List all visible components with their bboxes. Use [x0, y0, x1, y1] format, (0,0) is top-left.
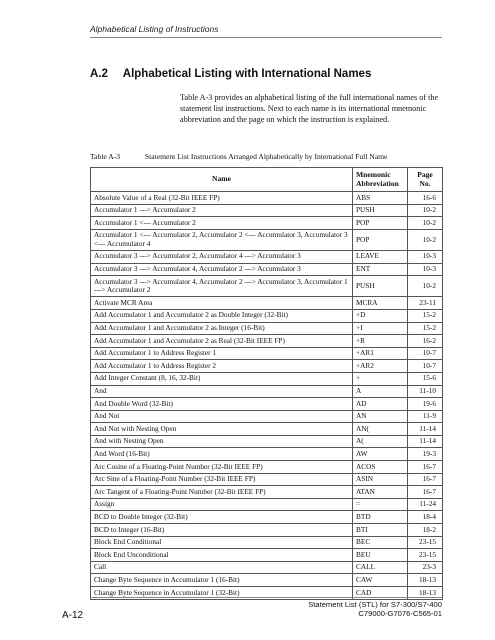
table-row — [91, 372, 443, 385]
table-row — [91, 263, 443, 276]
cell-name: Add Accumulator 1 to Address Register 2 — [91, 360, 353, 373]
cell-page: 10-2 — [408, 229, 443, 250]
cell-mnemonic: +D — [353, 309, 408, 322]
table-row — [91, 448, 443, 461]
cell-page: 16-7 — [408, 473, 443, 486]
cell-page: 19-6 — [408, 398, 443, 411]
table-row — [91, 574, 443, 587]
cell-page: 23-11 — [408, 297, 443, 310]
cell-mnemonic: PUSH — [353, 276, 408, 297]
table-row — [91, 486, 443, 499]
footer-document-info — [308, 600, 442, 619]
table-row — [91, 309, 443, 322]
cell-name: Block End Conditional — [91, 536, 353, 549]
cell-mnemonic: CAW — [353, 574, 408, 587]
cell-name: Add Accumulator 1 to Address Register 1 — [91, 347, 353, 360]
cell-name: Call — [91, 561, 353, 574]
column-header-page: Page No. — [408, 168, 443, 192]
cell-name: And Not — [91, 410, 353, 423]
cell-page: 18-13 — [408, 574, 443, 587]
cell-name: Accumulator 3 ---> Accumulator 2, Accumulator 4 ---> Accumulator 3 — [91, 250, 353, 263]
cell-page: 23-15 — [408, 549, 443, 562]
cell-mnemonic: BEC — [353, 536, 408, 549]
table-row — [91, 204, 443, 217]
cell-name: Accumulator 3 ---> Accumulator 4, Accumulator 2 ---> Accumulator 3, Accumulator 1 ---> Accumulator 2 — [91, 276, 353, 297]
cell-name: And with Nesting Open — [91, 435, 353, 448]
cell-mnemonic: CALL — [353, 561, 408, 574]
cell-mnemonic: MCRA — [353, 297, 408, 310]
table-header-row — [91, 168, 443, 192]
cell-mnemonic: +I — [353, 322, 408, 335]
cell-mnemonic: BEU — [353, 549, 408, 562]
table-row — [91, 398, 443, 411]
cell-page: 10-7 — [408, 347, 443, 360]
cell-page: 10-2 — [408, 276, 443, 297]
table-caption-text: Statement List Instructions Arranged Alphabetically by International Full Name — [144, 152, 388, 161]
column-header-name: Name — [91, 168, 353, 192]
table-row — [91, 335, 443, 348]
cell-mnemonic: PUSH — [353, 204, 408, 217]
cell-page: 16-2 — [408, 335, 443, 348]
cell-name: And — [91, 385, 353, 398]
cell-name: Accumulator 1 <--- Accumulator 2 — [91, 217, 353, 230]
table-caption-id: Table A-3 — [90, 152, 121, 161]
table-row — [91, 322, 443, 335]
table-caption — [90, 152, 387, 161]
running-header: Alphabetical Listing of Instructions — [90, 24, 219, 34]
cell-mnemonic: +R — [353, 335, 408, 348]
table-row — [91, 217, 443, 230]
cell-mnemonic: LEAVE — [353, 250, 408, 263]
intro-paragraph: Table A-3 provides an alphabetical listing of the full international names of the statement list instructions. Next to each name is its international mnemonic abbreviation and the page on which the instruction is explained. — [180, 93, 439, 125]
footer-divider — [90, 597, 442, 598]
cell-page: 11-9 — [408, 410, 443, 423]
cell-name: Block End Unconditional — [91, 549, 353, 562]
cell-name: BCD to Double Integer (32-Bit) — [91, 511, 353, 524]
cell-name: Accumulator 1 ---> Accumulator 2 — [91, 204, 353, 217]
cell-page: 16-6 — [408, 192, 443, 205]
table-row — [91, 524, 443, 537]
cell-name: Accumulator 1 <--- Accumulator 2, Accumulator 2 <--- Accumulator 3, Accumulator 3 <--- Accumulator 4 — [91, 229, 353, 250]
cell-name: Add Accumulator 1 and Accumulator 2 as Real (32-Bit IEEE FP) — [91, 335, 353, 348]
table-row — [91, 498, 443, 511]
cell-name: Change Byte Sequence in Accumulator 1 (32-Bit) — [91, 587, 353, 600]
cell-name: Change Byte Sequence in Accumulator 1 (16-Bit) — [91, 574, 353, 587]
cell-mnemonic: AD — [353, 398, 408, 411]
cell-page: 18-2 — [408, 524, 443, 537]
cell-page: 23-15 — [408, 536, 443, 549]
cell-name: And Word (16-Bit) — [91, 448, 353, 461]
table-row — [91, 561, 443, 574]
section-heading — [90, 68, 371, 80]
cell-mnemonic: ATAN — [353, 486, 408, 499]
cell-name: Add Accumulator 1 and Accumulator 2 as Integer (16-Bit) — [91, 322, 353, 335]
table-row — [91, 229, 443, 250]
column-header-mnemonic: Mnemonic Abbreviation — [353, 168, 408, 192]
cell-mnemonic: +AR2 — [353, 360, 408, 373]
cell-name: Add Integer Constant (8, 16, 32-Bit) — [91, 372, 353, 385]
footer-manual-title: Statement List (STL) for S7-300/S7-400 — [308, 600, 442, 609]
cell-mnemonic: POP — [353, 217, 408, 230]
cell-page: 11-24 — [408, 498, 443, 511]
cell-page: 10-7 — [408, 360, 443, 373]
cell-page: 10-3 — [408, 250, 443, 263]
cell-mnemonic: A — [353, 385, 408, 398]
table-row — [91, 192, 443, 205]
cell-page: 11-14 — [408, 423, 443, 436]
cell-page: 15-2 — [408, 309, 443, 322]
table-row — [91, 347, 443, 360]
table-row — [91, 276, 443, 297]
table-row — [91, 435, 443, 448]
cell-page: 11-10 — [408, 385, 443, 398]
table-row — [91, 549, 443, 562]
cell-page: 10-2 — [408, 204, 443, 217]
cell-name: BCD to Integer (16-Bit) — [91, 524, 353, 537]
table-row — [91, 410, 443, 423]
cell-page: 10-2 — [408, 217, 443, 230]
table-row — [91, 360, 443, 373]
cell-mnemonic: ENT — [353, 263, 408, 276]
cell-page: 18-13 — [408, 587, 443, 600]
table-row — [91, 536, 443, 549]
cell-mnemonic: +AR1 — [353, 347, 408, 360]
cell-name: Activate MCR Area — [91, 297, 353, 310]
cell-mnemonic: AW — [353, 448, 408, 461]
cell-mnemonic: AN( — [353, 423, 408, 436]
cell-mnemonic: A( — [353, 435, 408, 448]
cell-name: And Not with Nesting Open — [91, 423, 353, 436]
table-row — [91, 297, 443, 310]
cell-page: 15-6 — [408, 372, 443, 385]
page-number: A-12 — [62, 610, 84, 621]
cell-mnemonic: POP — [353, 229, 408, 250]
cell-mnemonic: ASIN — [353, 473, 408, 486]
table-row — [91, 250, 443, 263]
header-divider — [90, 37, 442, 38]
cell-name: Assign — [91, 498, 353, 511]
cell-name: Arc Tangent of a Floating-Point Number (32-Bit IEEE FP) — [91, 486, 353, 499]
cell-mnemonic: ACOS — [353, 461, 408, 474]
section-title: Alphabetical Listing with International Names — [122, 68, 372, 80]
cell-page: 11-14 — [408, 435, 443, 448]
cell-mnemonic: CAD — [353, 587, 408, 600]
section-number: A.2 — [90, 68, 108, 80]
cell-name: Add Accumulator 1 and Accumulator 2 as Double Integer (32-Bit) — [91, 309, 353, 322]
cell-mnemonic: BTI — [353, 524, 408, 537]
table-row — [91, 511, 443, 524]
cell-name: Accumulator 3 ---> Accumulator 4, Accumulator 2 ---> Accumulator 3 — [91, 263, 353, 276]
table-row — [91, 473, 443, 486]
cell-name: Arc Cosine of a Floating-Point Number (32-Bit IEEE FP) — [91, 461, 353, 474]
cell-mnemonic: = — [353, 498, 408, 511]
table-body — [91, 192, 443, 600]
cell-mnemonic: AN — [353, 410, 408, 423]
cell-mnemonic: BTD — [353, 511, 408, 524]
cell-page: 18-4 — [408, 511, 443, 524]
table-row — [91, 461, 443, 474]
cell-name: Absolute Value of a Real (32-Bit IEEE FP) — [91, 192, 353, 205]
cell-page: 16-7 — [408, 486, 443, 499]
cell-page: 15-2 — [408, 322, 443, 335]
footer-order-number: C79000-G7076-C565-01 — [358, 609, 442, 619]
instruction-table — [90, 167, 443, 600]
cell-page: 16-7 — [408, 461, 443, 474]
table-row — [91, 423, 443, 436]
cell-page: 10-3 — [408, 263, 443, 276]
cell-mnemonic: + — [353, 372, 408, 385]
cell-mnemonic: ABS — [353, 192, 408, 205]
table-row — [91, 385, 443, 398]
cell-name: Arc Sine of a Floating-Point Number (32-Bit IEEE FP) — [91, 473, 353, 486]
cell-name: And Double Word (32-Bit) — [91, 398, 353, 411]
cell-page: 23-3 — [408, 561, 443, 574]
cell-page: 19-3 — [408, 448, 443, 461]
